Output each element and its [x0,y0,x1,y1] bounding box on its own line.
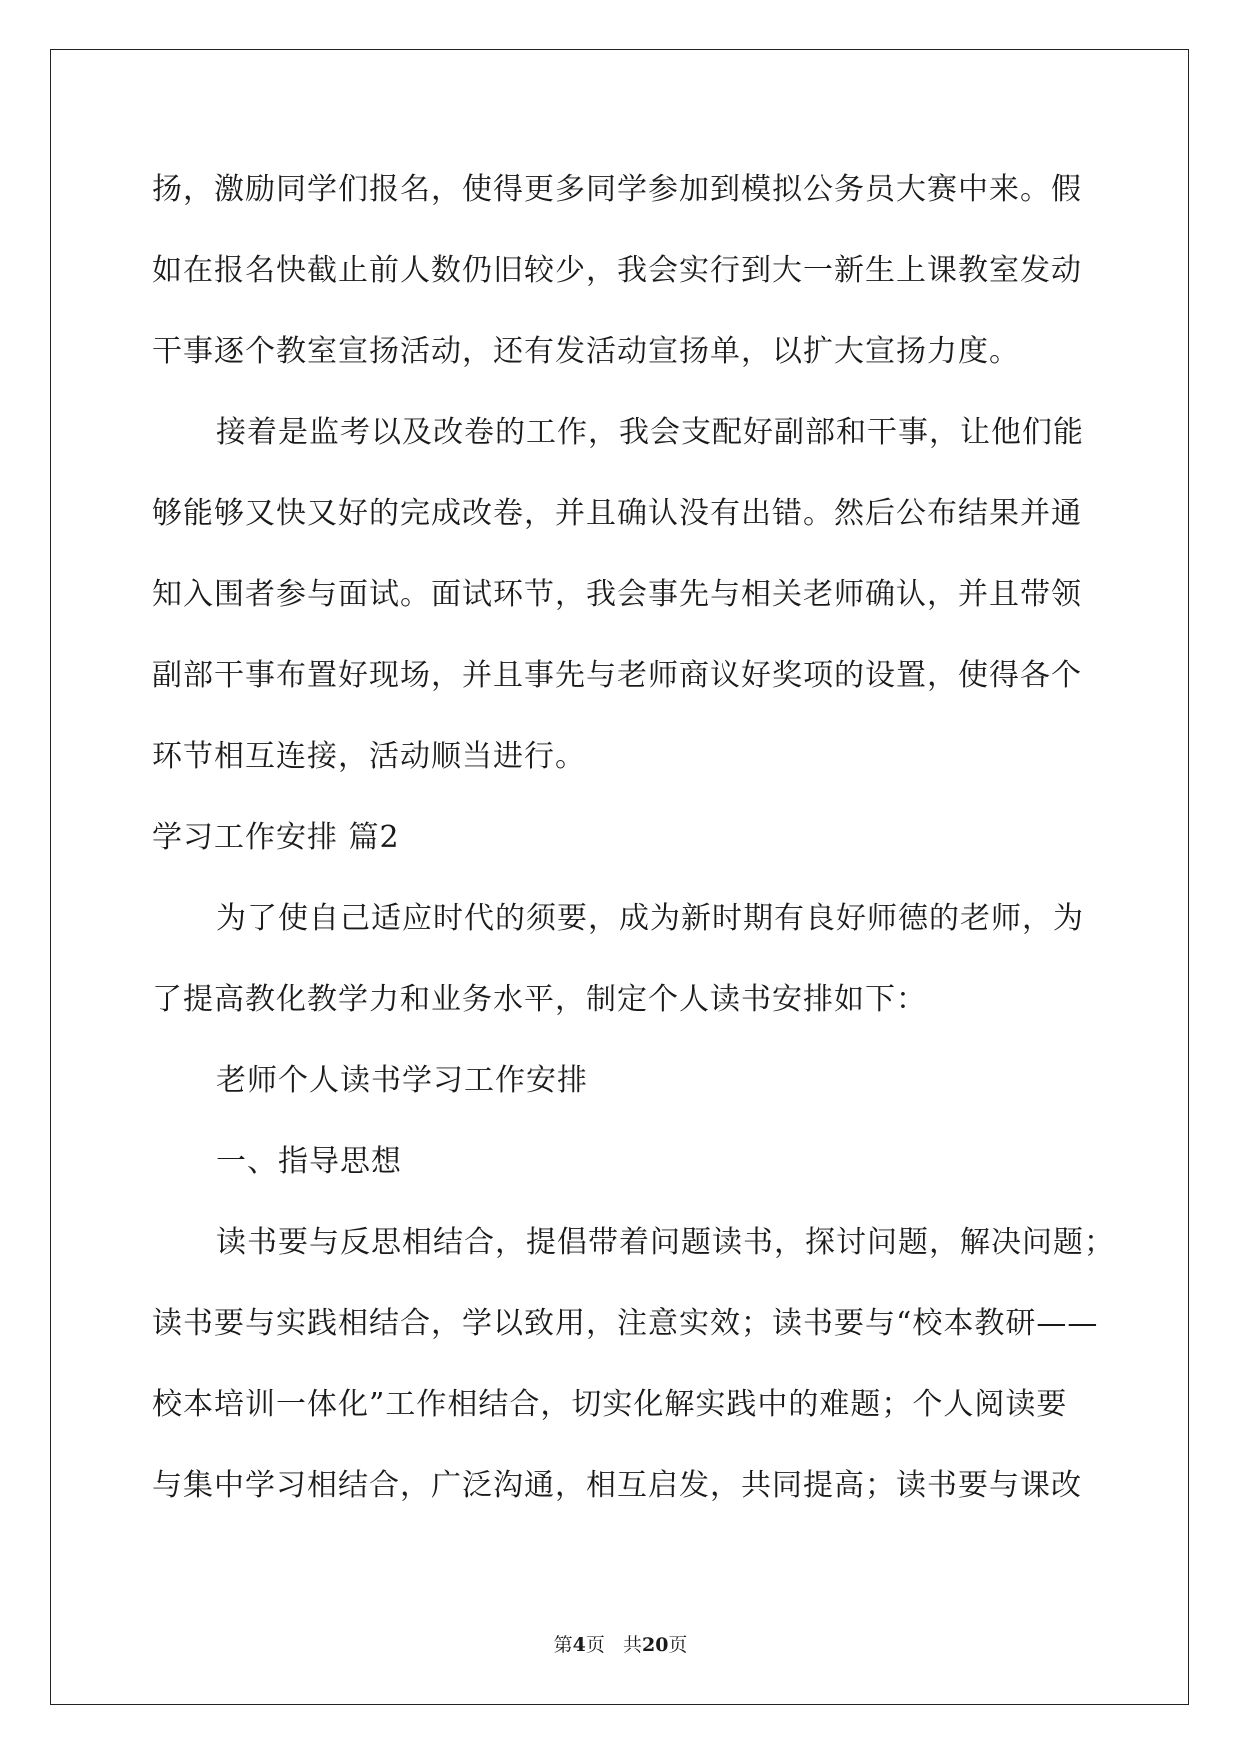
text-line: 扬，激励同学们报名，使得更多同学参加到模拟公务员大赛中来。假 [152,172,1082,207]
document-body [152,165,1115,1542]
text-line: 读书要与实践相结合，学以致用，注意实效；读书要与“校本教研—— [152,1306,1099,1341]
text-line: 如在报名快截止前人数仍旧较少，我会实行到大一新生上课教室发动 [152,253,1082,288]
text-line: 与集中学习相结合，广泛沟通，相互启发，共同提高；读书要与课改 [152,1468,1082,1503]
text-line: 一、指导思想 [216,1144,402,1179]
text-line: 校本培训一体化”工作相结合，切实化解实践中的难题；个人阅读要 [152,1387,1068,1422]
footer-total-suffix: 页 [668,1634,688,1656]
text-line: 了提高教化教学力和业务水平，制定个人读书安排如下： [152,982,927,1017]
text-line: 读书要与反思相结合，提倡带着问题读书，探讨问题，解决问题； [216,1225,1115,1260]
text-line: 够能够又快又好的完成改卷，并且确认没有出错。然后公布结果并通 [152,496,1082,531]
text-line: 环节相互连接，活动顺当进行。 [152,739,586,774]
page-footer [0,1633,1241,1657]
text-line: 老师个人读书学习工作安排 [216,1063,588,1098]
text-line: 学习工作安排 篇2 [152,820,400,855]
footer-page-number: 4 [572,1634,586,1656]
text-line: 为了使自己适应时代的须要，成为新时期有良好师德的老师，为 [216,901,1084,936]
footer-total-prefix: 共 [622,1634,642,1656]
footer-page-prefix: 第 [553,1634,573,1656]
text-line: 干事逐个教室宣扬活动，还有发活动宣扬单，以扩大宣扬力度。 [152,334,1020,369]
text-line: 知入围者参与面试。面试环节，我会事先与相关老师确认，并且带领 [152,577,1082,612]
footer-page-suffix: 页 [585,1634,605,1656]
footer-total-pages: 20 [641,1634,669,1656]
text-line: 副部干事布置好现场，并且事先与老师商议好奖项的设置，使得各个 [152,658,1082,693]
text-line: 接着是监考以及改卷的工作，我会支配好副部和干事，让他们能 [216,415,1084,450]
